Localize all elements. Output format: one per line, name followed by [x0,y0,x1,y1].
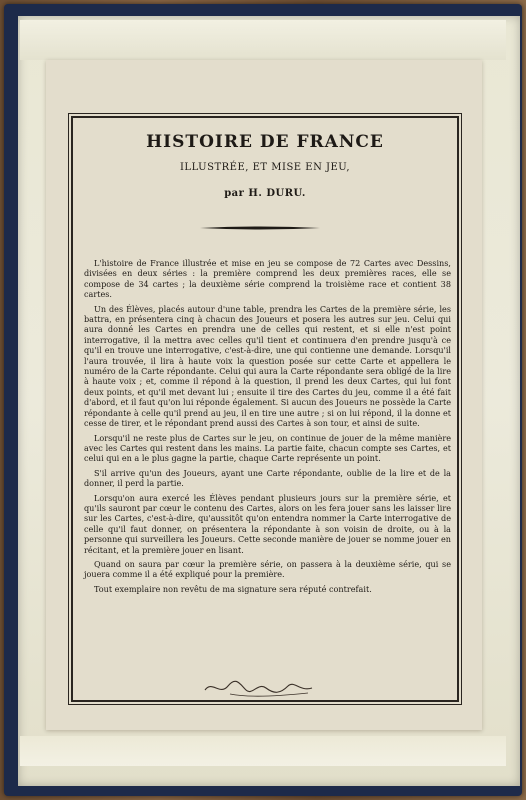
handwritten-signature [200,676,320,700]
paragraph: S'il arrive qu'un des Joueurs, ayant une Carte répondante, oublie de la lire et de la donner, il perd la partie. [84,467,451,489]
paragraph: Tout exemplaire non revêtu de ma signature sera réputé contrefait. [94,583,372,594]
paragraph: Lorsqu'on aura exercé les Élèves pendant plusieurs jours sur la première série, et qu'ils sauront par cœur le contenu des Cartes, alors on les fera jouer sans les laisser lire sur les Cartes, c'est-à-dire, qu'aussitôt qu'on entendra nommer la Carte interrogative de celle qu'il faut donner, on présentera la répondante à son voisin de droite, ou à la personne qui surveillera les Joueurs. Cette seconde manière de jouer se nomme jouer en récitant, et la première jouer en lisant. [84,492,451,555]
document-body [84,258,451,598]
box-bottom-rim [20,736,506,766]
document-subtitle: ILLUSTRÉE, ET MISE EN JEU, [179,162,350,173]
paragraph: Quand on saura par cœur la première série, on passera à la deuxième série, qui se jouera comme il a été expliqué pour la première. [84,558,451,580]
paragraph: L'histoire de France illustrée et mise en jeu se compose de 72 Cartes avec Dessins, divisées en deux séries : la première comprend les deux premières races, elle se compose de 34 cartes ; la deuxième série comprend la troisième race et contient 38 cartes. [84,258,451,300]
document-title: HISTOIRE DE FRANCE [146,132,384,152]
ornamental-rule [200,226,320,230]
paragraph: Lorsqu'il ne reste plus de Cartes sur le jeu, on continue de jouer de la même manière avec les Cartes qui restent dans les mains. La partie faite, chacun compte ses Cartes, et celui qui en a le plus gagne la partie, chaque Carte représente un point. [84,432,451,464]
document-author: par H. DURU. [224,188,306,199]
box-inner-rim [20,20,506,60]
paragraph: Un des Élèves, placés autour d'une table, prendra les Cartes de la première série, les battra, en présentera cinq à chacun des Joueurs et posera les autres sur jeu. Celui qui aura donné les Cartes en prendra une de celles qui restent, et si elle n'est point interrogative, il la mettra avec celles qu'il tient et continuera d'en prendre jusqu'à ce qu'il en trouve une interrogative, c'est-à-dire, une qui contienne une demande. Lorsqu'il l'aura trouvée, il lira à haute voix la question posée sur cette Carte et appellera le numéro de la Carte répondante. Celui qui aura la Carte répondante sera obligé de la lire à haute voix ; et, comme il répond à la question, il prend les deux Cartes, qui lui font deux points, et qu'il met devant lui ; ensuite il tire des Cartes du jeu, comme il a été fait d'abord, et il faut qu'on lui réponde également. Si aucun des Joueurs ne possède la Carte répondante à celle qu'il prend au jeu, il en tire une autre ; si on lui répond, il la donne et cesse de tirer, et le répondant prend aussi des Cartes à son tour, et ainsi de suite. [84,303,451,429]
